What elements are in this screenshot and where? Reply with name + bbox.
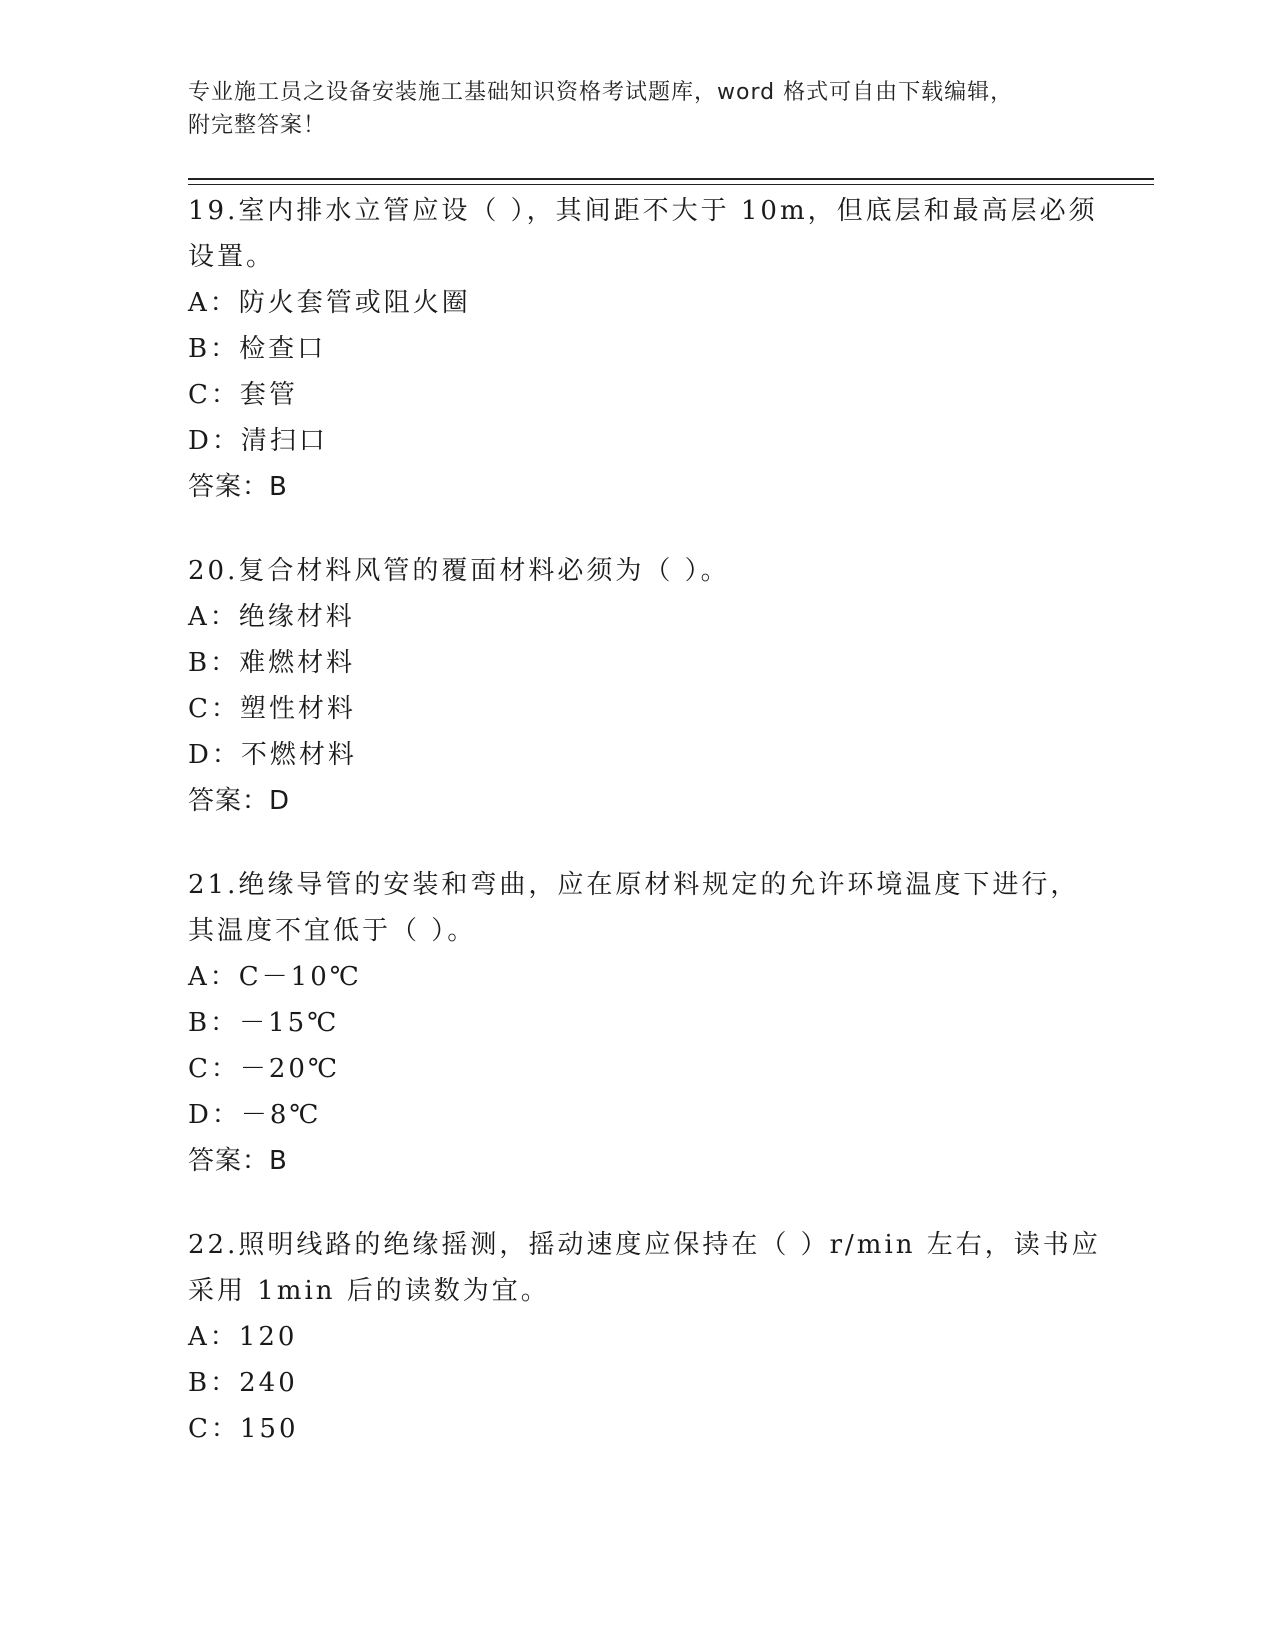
- question-text-line: 20.复合材料风管的覆面材料必须为（ ）。: [188, 556, 730, 586]
- header-line-1: 专业施工员之设备安装施工基础知识资格考试题库，word 格式可自由下载编辑，: [188, 80, 1014, 105]
- question-text-line: 21.绝缘导管的安装和弯曲，应在原材料规定的允许环境温度下进行，: [188, 870, 1080, 900]
- question-22: [188, 1222, 1101, 1452]
- option-c: C：套管: [188, 380, 298, 410]
- option-d: D：清扫口: [188, 426, 328, 456]
- option-c: C：150: [188, 1414, 299, 1444]
- option-b: B：难燃材料: [188, 648, 356, 678]
- question-21: [188, 862, 1088, 1184]
- option-b: B：－15℃: [188, 1008, 340, 1038]
- option-a: A：绝缘材料: [188, 602, 355, 632]
- option-d: D：－8℃: [188, 1100, 322, 1130]
- header-line-2: 附完整答案！: [188, 113, 327, 138]
- question-text-line: 22.照明线路的绝缘摇测，摇动速度应保持在（ ）r/min 左右，读书应: [188, 1230, 1101, 1260]
- option-c: C：－20℃: [188, 1054, 341, 1084]
- answer-line: 答案：B: [188, 472, 288, 502]
- question-20: [188, 548, 1088, 824]
- option-a: A：C－10℃: [188, 962, 362, 992]
- header-divider-thin: [188, 184, 1154, 185]
- question-text-line: 19.室内排水立管应设（ ），其间距不大于 10m，但底层和最高层必须: [188, 196, 1098, 226]
- question-text-line: 其温度不宜低于（ ）。: [188, 916, 477, 946]
- question-19: [188, 188, 1098, 510]
- option-b: B：检查口: [188, 334, 327, 364]
- question-text-line: 采用 1min 后的读数为宜。: [188, 1276, 550, 1306]
- option-a: A：120: [188, 1322, 298, 1352]
- option-a: A：防火套管或阻火圈: [188, 288, 471, 318]
- answer-line: 答案：B: [188, 1146, 288, 1176]
- option-c: C：塑性材料: [188, 694, 356, 724]
- question-text-line: 设置。: [188, 242, 276, 272]
- document-header: [188, 76, 1088, 142]
- option-b: B：240: [188, 1368, 298, 1398]
- option-d: D：不燃材料: [188, 740, 357, 770]
- answer-line: 答案：D: [188, 786, 291, 816]
- question-list: [188, 188, 1101, 1490]
- header-divider-thick: [188, 178, 1154, 180]
